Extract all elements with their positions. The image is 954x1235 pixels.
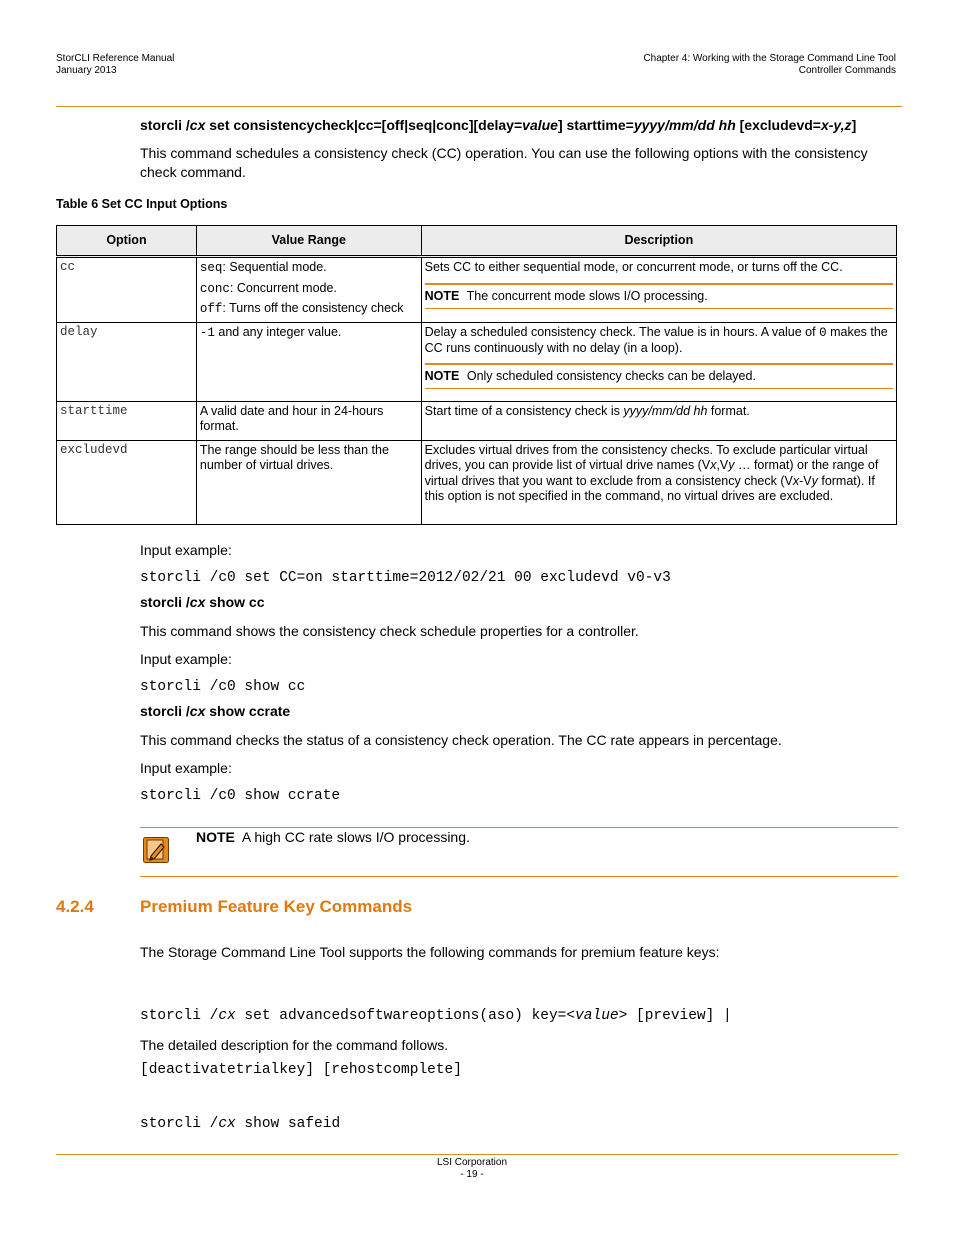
code-term: seq	[199, 261, 223, 275]
cmd-var: yyyy/mm/dd hh	[633, 117, 736, 133]
code-text: > [preview] |	[618, 1008, 732, 1024]
header-rule	[56, 106, 902, 107]
description-cell	[421, 401, 896, 440]
command-syntax-set-cc	[140, 117, 856, 133]
manual-title: StorCLI Reference Manual	[56, 53, 175, 64]
range-text: and any integer value.	[214, 324, 342, 339]
column-header-description: Description	[421, 226, 896, 257]
code-term: -1	[199, 325, 215, 340]
code-var: value	[575, 1008, 619, 1024]
section-name: Controller Commands	[798, 65, 896, 76]
example-code: storcli /c0 show cc	[140, 679, 306, 695]
page-number: - 19 -	[460, 1169, 484, 1180]
code-var: cx	[218, 1008, 236, 1024]
desc-part: format.	[707, 403, 750, 418]
note-callout	[196, 829, 470, 845]
cmd-var: cx	[189, 117, 206, 133]
desc-part: makes the CC runs continuously with no delay (in a loop).	[424, 324, 888, 355]
note-text: The concurrent mode slows I/O processing.	[466, 288, 708, 303]
table-row	[57, 257, 897, 323]
command-description: This command shows the consistency check schedule properties for a controller.	[140, 623, 639, 639]
cmd-var: value	[522, 117, 558, 133]
cmd-text: show cc	[205, 594, 265, 610]
cmd-var: cx	[189, 703, 206, 719]
code-text: set advancedsoftwareoptions(aso) key=<	[235, 1008, 576, 1024]
example-code: storcli /c0 set CC=on starttime=2012/02/21 00 excludevd v0-v3	[140, 570, 671, 586]
chapter-title: Chapter 4: Working with the Storage Command Line Tool	[643, 53, 896, 64]
cmd-text: set consistencycheck|cc=[off|seq|conc][delay=	[205, 117, 523, 133]
cmd-var: cx	[189, 594, 206, 610]
desc-var: y	[728, 458, 735, 472]
example-code: storcli /c0 show ccrate	[140, 788, 341, 804]
section-number: 4.2.4	[56, 897, 94, 916]
cmd-text: storcli /	[140, 117, 190, 133]
note-label: NOTE	[424, 288, 460, 303]
command-syntax-show-ccrate	[140, 703, 290, 719]
cmd-text: storcli /	[140, 703, 190, 719]
note-label: NOTE	[424, 368, 460, 383]
description-cell	[421, 257, 896, 323]
inline-note	[425, 283, 893, 310]
section-title: Premium Feature Key Commands	[140, 897, 413, 916]
code-text: storcli /	[140, 1008, 219, 1024]
premium-key-code-block	[140, 971, 732, 1151]
cmd-text: ]	[851, 117, 857, 133]
value-range-cell: The range should be less than the number of virtual drives.	[196, 440, 421, 524]
desc-part: -V	[799, 473, 812, 488]
inline-note	[425, 363, 893, 390]
range-text: : Sequential mode.	[222, 260, 327, 274]
range-text: : Turns off the consistency check	[222, 301, 404, 315]
command-description: This command schedules a consistency check (CC) operation. You can use the following options with the consistency check command.	[140, 145, 868, 180]
section-description: The Storage Command Line Tool supports the following commands for premium feature keys:	[140, 944, 720, 960]
table-row	[57, 322, 897, 401]
desc-var: x	[710, 458, 717, 472]
note-text: Only scheduled consistency checks can be delayed.	[466, 368, 756, 383]
code-term: off	[199, 302, 223, 316]
input-example-label: Input example:	[140, 651, 232, 667]
note-text: A high CC rate slows I/O processing.	[241, 829, 470, 845]
code-var: cx	[218, 1116, 236, 1132]
desc-part: ,V	[716, 458, 729, 472]
command-description: This command checks the status of a consistency check operation. The CC rate appears in percentage.	[140, 732, 782, 748]
code-term: conc	[199, 281, 230, 296]
description-text: Sets CC to either sequential mode, or concurrent mode, or turns off the CC.	[424, 260, 843, 274]
option-cell: delay	[57, 322, 197, 401]
desc-var: y	[811, 473, 818, 488]
desc-part: Excludes virtual drives from the consistency checks. To exclude particular virtual drives, you can provide list of virtual drive names (V	[424, 442, 868, 472]
code-text: storcli /	[140, 1116, 219, 1132]
table-row	[57, 401, 897, 440]
value-range-cell	[196, 257, 421, 323]
command-syntax-show-cc	[140, 594, 265, 610]
company-name: LSI Corporation	[436, 1157, 508, 1168]
page-footer	[0, 1157, 944, 1181]
value-range-cell: A valid date and hour in 24-hours format.	[196, 401, 421, 440]
code-text: [deactivatetrialkey] [rehostcomplete]	[140, 1062, 462, 1078]
option-cell: starttime	[57, 401, 197, 440]
column-header-value-range: Value Range	[196, 226, 421, 257]
desc-part: Start time of a consistency check is	[424, 403, 624, 418]
cmd-text: ] starttime=	[557, 117, 634, 133]
table-caption: Table 6 Set CC Input Options	[56, 197, 228, 211]
option-cell: cc	[57, 257, 197, 323]
desc-part: … format) or the range of virtual drives that you want to exclude from a consistency check (V	[424, 458, 879, 488]
note-rule-bottom	[140, 876, 898, 877]
option-cell: excludevd	[57, 440, 197, 524]
note-rule-top	[140, 827, 898, 828]
note-pencil-icon	[143, 837, 169, 863]
code-term: 0	[819, 325, 827, 340]
description-cell	[421, 440, 896, 524]
code-text: show safeid	[235, 1116, 341, 1132]
column-header-option: Option	[57, 226, 197, 257]
desc-var: yyyy/mm/dd hh	[623, 403, 708, 418]
running-header-right	[643, 53, 896, 77]
description-cell	[421, 322, 896, 401]
value-range-cell	[196, 322, 421, 401]
desc-part: format). If this option is not specified in the command, no virtual drives are excluded.	[424, 473, 875, 503]
range-text: : Concurrent mode.	[229, 280, 337, 295]
table-row	[57, 440, 897, 524]
section-followup: The detailed description for the command follows.	[140, 1037, 449, 1053]
cmd-var: x-y,z	[820, 117, 852, 133]
desc-part: Delay a scheduled consistency check. The value is in hours. A value of	[424, 324, 820, 339]
cmd-text: storcli /	[140, 594, 190, 610]
description-text	[425, 325, 893, 357]
footer-rule	[56, 1154, 898, 1155]
cmd-text: show ccrate	[205, 703, 291, 719]
running-header-left	[56, 53, 174, 77]
input-example-label: Input example:	[140, 760, 232, 776]
set-cc-options-table	[56, 225, 897, 525]
manual-date: January 2013	[56, 65, 117, 76]
note-label: NOTE	[196, 829, 235, 845]
desc-var: x	[792, 473, 800, 488]
cmd-text: [excludevd=	[735, 117, 821, 133]
input-example-label: Input example:	[140, 542, 232, 558]
table-header-row	[57, 226, 897, 257]
